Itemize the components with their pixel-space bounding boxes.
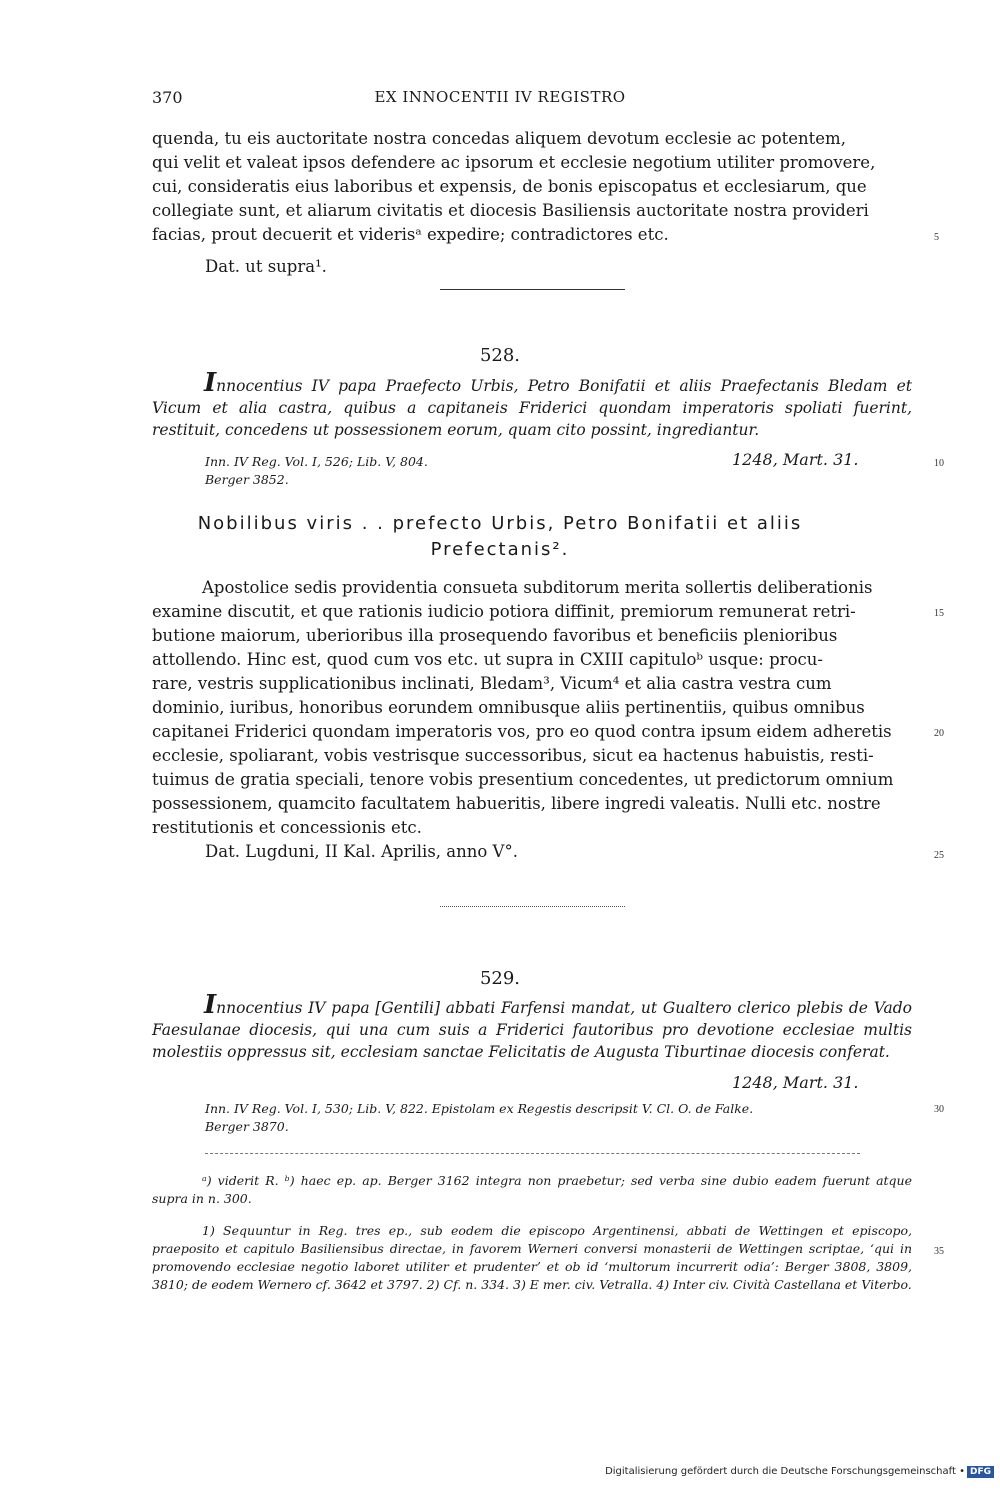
line-number: 10: [934, 458, 944, 469]
credit-text: Digitalisierung gefördert durch die Deutsche Forschungsgemeinschaft •: [605, 1466, 965, 1477]
text-line: quenda, tu eis auctoritate nostra concedas aliquem devotum ecclesie ac potentem,: [152, 129, 846, 148]
dfg-logo: DFG: [967, 1466, 994, 1478]
text-line: collegiate sunt, et aliarum civitatis et diocesis Basiliensis auctoritate nostra provideri: [152, 201, 869, 220]
source-citation: Inn. IV Reg. Vol. I, 530; Lib. V, 822. Epistolam ex Regestis descripsit V. Cl. O. de Falke.: [205, 1101, 754, 1116]
regest-text: nnocentius IV papa Praefecto Urbis, Petro Bonifatii et aliis Praefectanis Bledam et Vicum et alia castra, quibus a capitaneis Friderici quondam imperatoris spoliati fuerint, restituit, concedens ut possessionem eorum, quam cito possint, ingrediantur.: [152, 377, 912, 439]
text-line: ecclesie, spoliarant, vobis vestrisque successoribus, sicut ea hactenus habuistis, resti-: [152, 746, 874, 765]
running-title: EX INNOCENTII IV REGISTRO: [374, 88, 626, 106]
document-number: 528.: [479, 345, 521, 366]
line-number: 15: [934, 608, 944, 619]
initial-letter: I: [204, 368, 217, 398]
footnote-letters: ᵃ) viderit R. ᵇ) haec ep. ap. Berger 3162 integra non praebetur; sed verba sine dubio eadem fuerunt atque supra in n. 300.: [152, 1173, 912, 1206]
regest-text: nnocentius IV papa [Gentili] abbati Farfensi mandat, ut Gualtero clerico plebis de Vado Faesulanae diocesis, qui una cum suis a Friderici fautoribus pro devotione ecclesiae multis molestiis oppressus sit, ecclesiam sanctae Felicitatis de Augusta Tiburtinae diocesis conferat.: [152, 999, 912, 1061]
text-line: attollendo. Hinc est, quod cum vos etc. ut supra in CXIII capituloᵇ usque: procu-: [152, 650, 823, 669]
section-divider: [440, 906, 625, 907]
line-number: 5: [934, 232, 939, 243]
regest-date: 1248, Mart. 31.: [732, 450, 859, 469]
regest-date: 1248, Mart. 31.: [732, 1073, 859, 1092]
footnote-numbers: 1) Sequuntur in Reg. tres ep., sub eodem die episcopo Argentinensi, abbati de Wettingen et episcopo, praeposito et capitulo Basiliensibus directae, in favorem Werneri conversi monasterii de Wettingen scriptae, ‘qui in promovendo ecclesiae negotio laboret utiliter et prudenter’ et ob id ‘multorum incurrerit odia’: Berger 3808, 3809, 3810; de eodem Wernero cf. 3642 et 3797. 2) Cf. n. 334. 3) E mer. civ. Vetralla. 4) Inter civ. Cività Castellana et Viterbo.: [152, 1223, 912, 1292]
line-number: 25: [934, 850, 944, 861]
text-line: dominio, iuribus, honoribus eorundem omnibusque aliis pertinentiis, quibus omnibus: [152, 698, 865, 717]
text-line: butione maiorum, uberioribus illa prosequendo favoribus et beneficiis plenioribus: [152, 626, 838, 645]
line-number: 35: [934, 1246, 944, 1257]
address-line: Nobilibus viris . . prefecto Urbis, Petro Bonifatii et aliis: [197, 513, 803, 534]
text-line: restitutionis et concessionis etc.: [152, 818, 422, 837]
digitization-credit: [605, 1466, 994, 1478]
source-citation: Berger 3870.: [205, 1119, 289, 1134]
text-line: tuimus de gratia speciali, tenore vobis presentium concedentes, ut predictorum omnium: [152, 770, 894, 789]
dat-line: Dat. Lugduni, II Kal. Aprilis, anno V°.: [205, 842, 518, 861]
text-line: rare, vestris supplicationibus inclinati, Bledam³, Vicum⁴ et alia castra vestra cum: [152, 674, 832, 693]
text-line: cui, consideratis eius laboribus et expensis, de bonis episcopatus et ecclesiarum, que: [152, 177, 867, 196]
address-line: Prefectanis².: [430, 539, 570, 560]
text-line: qui velit et valeat ipsos defendere ac ipsorum et ecclesie negotium utiliter promovere,: [152, 153, 876, 172]
footnote-divider: [205, 1153, 860, 1154]
source-citation: Inn. IV Reg. Vol. I, 526; Lib. V, 804.: [205, 454, 428, 469]
dat-line: Dat. ut supra¹.: [205, 257, 327, 276]
regest: [152, 368, 912, 441]
text-line: examine discutit, et que rationis iudicio potiora diffinit, premiorum remunerat retri-: [152, 602, 856, 621]
initial-letter: I: [204, 990, 217, 1020]
line-number: 30: [934, 1104, 944, 1115]
text-line: possessionem, quamcito facultatem habueritis, libere ingredi valeatis. Nulli etc. nostre: [152, 794, 881, 813]
regest: [152, 990, 912, 1063]
line-number: 20: [934, 728, 944, 739]
document-number: 529.: [479, 968, 521, 989]
section-divider: [440, 289, 625, 290]
text-line: Apostolice sedis providentia consueta subditorum merita sollertis deliberationis: [202, 578, 873, 597]
text-line: facias, prout decuerit et viderisᵃ expedire; contradictores etc.: [152, 225, 669, 244]
source-citation: Berger 3852.: [205, 472, 289, 487]
text-line: capitanei Friderici quondam imperatoris vos, pro eo quod contra ipsum eidem adheretis: [152, 722, 892, 741]
page-number: 370: [152, 88, 183, 107]
